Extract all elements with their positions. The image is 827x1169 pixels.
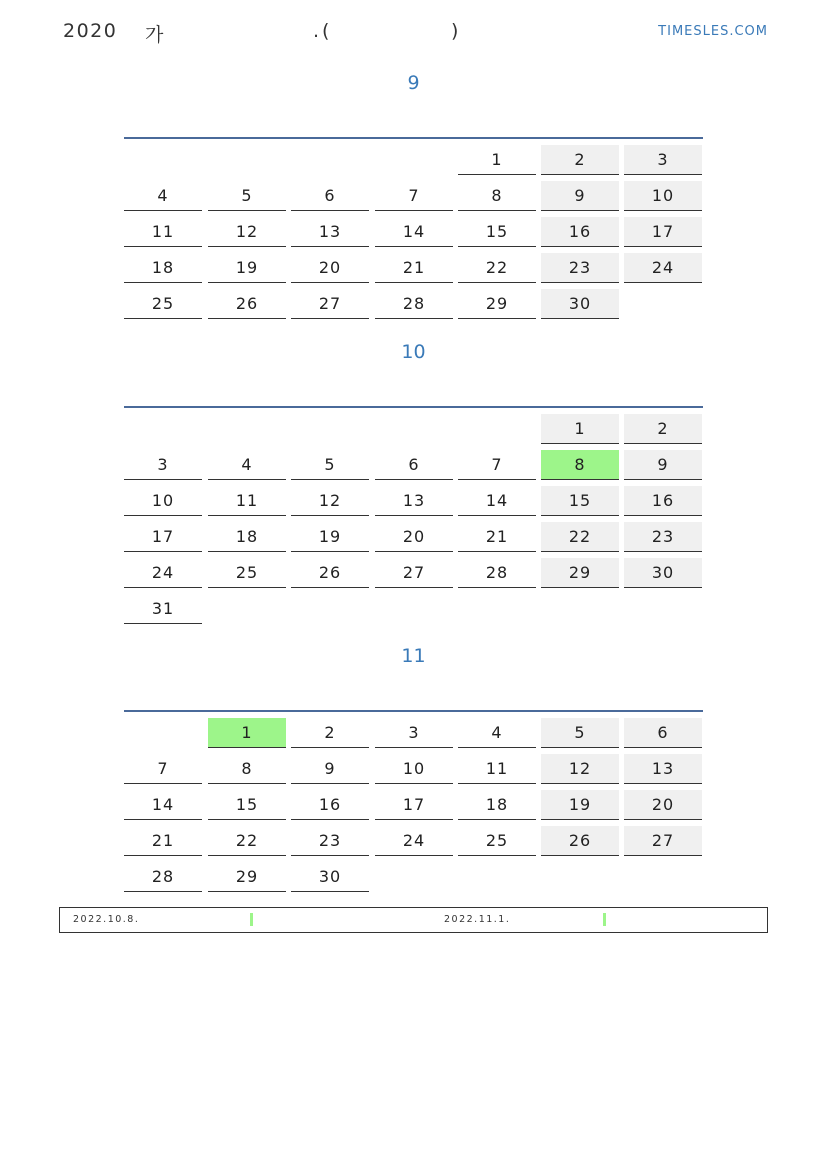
year-label: 2020 (63, 20, 118, 42)
day-cell[interactable]: 30 (624, 558, 702, 588)
day-cell[interactable]: 25 (124, 289, 202, 319)
day-cell[interactable]: 29 (208, 862, 286, 892)
day-cell[interactable]: 7 (375, 181, 453, 211)
day-cell[interactable]: 11 (208, 486, 286, 516)
day-cell[interactable]: 16 (624, 486, 702, 516)
day-cell[interactable]: 5 (541, 718, 619, 748)
day-cell[interactable]: 18 (458, 790, 536, 820)
day-cell[interactable]: 3 (375, 718, 453, 748)
day-cell[interactable]: 4 (458, 718, 536, 748)
day-cell[interactable]: 21 (124, 826, 202, 856)
day-cell[interactable]: 1 (208, 718, 286, 748)
day-cell[interactable]: 19 (208, 253, 286, 283)
day-cell[interactable]: 6 (291, 181, 369, 211)
day-cell[interactable]: 6 (624, 718, 702, 748)
day-cell[interactable]: 19 (541, 790, 619, 820)
day-cell[interactable]: 23 (624, 522, 702, 552)
day-cell[interactable]: 2 (624, 414, 702, 444)
day-cell[interactable]: 17 (375, 790, 453, 820)
day-cell[interactable]: 14 (124, 790, 202, 820)
month-grid (124, 137, 703, 313)
day-cell[interactable]: 29 (458, 289, 536, 319)
day-cell[interactable]: 15 (208, 790, 286, 820)
day-cell[interactable]: 14 (375, 217, 453, 247)
day-cell[interactable]: 24 (624, 253, 702, 283)
month-grid (124, 406, 703, 618)
day-cell[interactable]: 12 (541, 754, 619, 784)
day-cell[interactable]: 26 (208, 289, 286, 319)
day-cell[interactable]: 24 (124, 558, 202, 588)
day-cell[interactable]: 8 (541, 450, 619, 480)
day-cell[interactable]: 26 (291, 558, 369, 588)
page-header (63, 20, 768, 46)
site-link[interactable]: TIMESLES.COM (658, 24, 768, 39)
day-cell[interactable]: 15 (541, 486, 619, 516)
day-cell[interactable]: 24 (375, 826, 453, 856)
day-cell[interactable]: 5 (208, 181, 286, 211)
day-cell[interactable]: 11 (124, 217, 202, 247)
day-cell[interactable]: 10 (124, 486, 202, 516)
day-cell[interactable]: 1 (458, 145, 536, 175)
day-cell[interactable]: 7 (124, 754, 202, 784)
holiday-legend (59, 907, 768, 933)
day-cell[interactable]: 28 (124, 862, 202, 892)
day-cell[interactable]: 2 (541, 145, 619, 175)
day-cell[interactable]: 15 (458, 217, 536, 247)
day-cell[interactable]: 9 (291, 754, 369, 784)
day-cell[interactable]: 21 (375, 253, 453, 283)
day-cell[interactable]: 18 (208, 522, 286, 552)
day-cell[interactable]: 23 (541, 253, 619, 283)
day-cell[interactable]: 25 (458, 826, 536, 856)
day-cell[interactable]: 8 (208, 754, 286, 784)
day-cell[interactable]: 20 (375, 522, 453, 552)
day-cell[interactable]: 18 (124, 253, 202, 283)
day-cell[interactable]: 26 (541, 826, 619, 856)
day-cell[interactable]: 2 (291, 718, 369, 748)
day-cell[interactable]: 8 (458, 181, 536, 211)
day-cell[interactable]: 13 (624, 754, 702, 784)
month-title: 10 (401, 341, 426, 363)
day-cell[interactable]: 11 (458, 754, 536, 784)
day-cell[interactable]: 28 (375, 289, 453, 319)
day-cell[interactable]: 10 (375, 754, 453, 784)
day-cell[interactable]: 12 (291, 486, 369, 516)
day-cell[interactable]: 4 (208, 450, 286, 480)
day-cell[interactable]: 20 (624, 790, 702, 820)
day-cell[interactable]: 25 (208, 558, 286, 588)
day-cell[interactable]: 17 (624, 217, 702, 247)
day-cell[interactable]: 3 (124, 450, 202, 480)
legend-date-2: 2022.11.1. (444, 914, 511, 925)
day-cell[interactable]: 27 (624, 826, 702, 856)
day-cell[interactable]: 16 (541, 217, 619, 247)
day-cell[interactable]: 12 (208, 217, 286, 247)
day-cell[interactable]: 30 (541, 289, 619, 319)
legend-holiday-marker (250, 913, 253, 926)
day-cell[interactable]: 22 (541, 522, 619, 552)
day-cell[interactable]: 4 (124, 181, 202, 211)
title-paren-open: .( (313, 20, 333, 42)
legend-holiday-marker (603, 913, 606, 926)
day-cell[interactable]: 5 (291, 450, 369, 480)
day-cell[interactable]: 28 (458, 558, 536, 588)
month-title: 9 (407, 72, 420, 94)
title-paren-close: ) (451, 20, 459, 42)
day-cell[interactable]: 31 (124, 594, 202, 624)
day-cell[interactable]: 13 (375, 486, 453, 516)
month-title: 11 (401, 645, 426, 667)
month-grid (124, 710, 703, 886)
day-cell[interactable]: 17 (124, 522, 202, 552)
day-cell[interactable]: 30 (291, 862, 369, 892)
day-cell[interactable]: 27 (375, 558, 453, 588)
day-cell[interactable]: 23 (291, 826, 369, 856)
day-cell[interactable]: 14 (458, 486, 536, 516)
day-cell[interactable]: 19 (291, 522, 369, 552)
day-cell[interactable]: 22 (208, 826, 286, 856)
day-cell[interactable]: 1 (541, 414, 619, 444)
day-cell[interactable]: 6 (375, 450, 453, 480)
legend-date-1: 2022.10.8. (73, 914, 140, 925)
day-cell[interactable]: 21 (458, 522, 536, 552)
day-cell[interactable]: 22 (458, 253, 536, 283)
day-cell[interactable]: 9 (541, 181, 619, 211)
day-cell[interactable]: 27 (291, 289, 369, 319)
day-cell[interactable]: 29 (541, 558, 619, 588)
day-cell[interactable]: 3 (624, 145, 702, 175)
title-char: 가 (145, 24, 164, 46)
day-cell[interactable]: 20 (291, 253, 369, 283)
day-cell[interactable]: 9 (624, 450, 702, 480)
day-cell[interactable]: 16 (291, 790, 369, 820)
day-cell[interactable]: 13 (291, 217, 369, 247)
day-cell[interactable]: 7 (458, 450, 536, 480)
day-cell[interactable]: 10 (624, 181, 702, 211)
